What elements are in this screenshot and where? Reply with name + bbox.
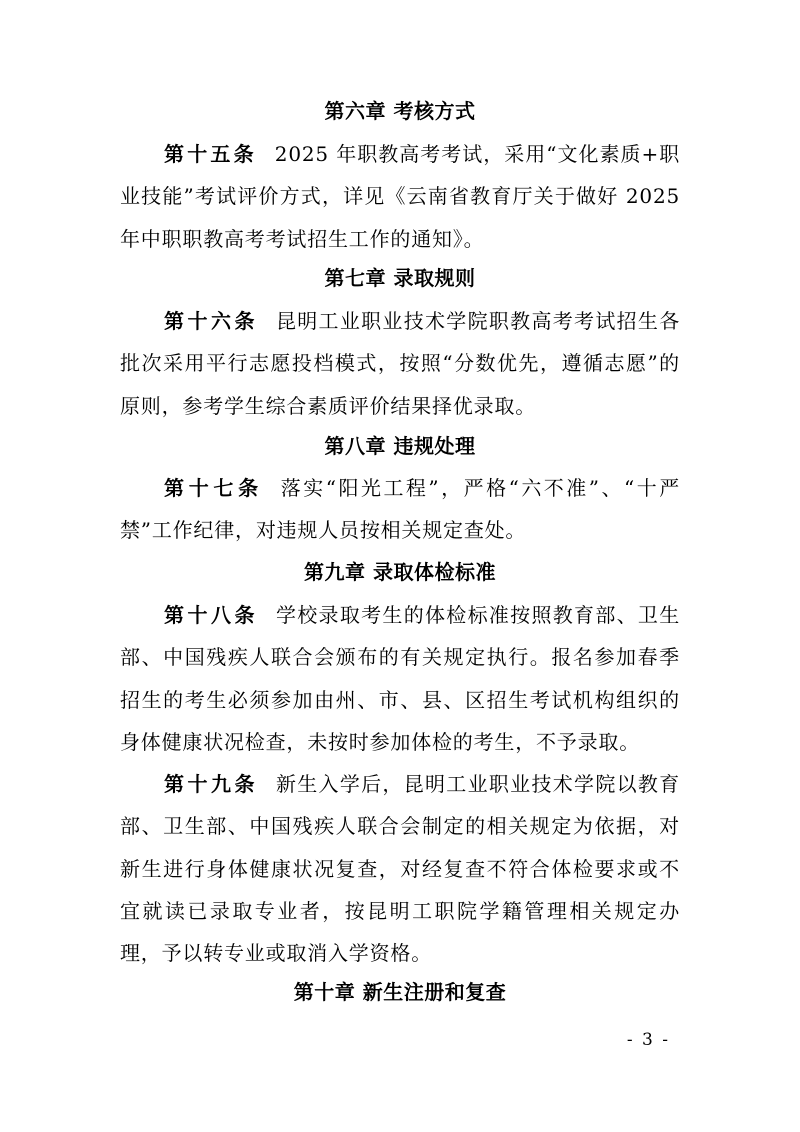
- article-15-label: 第十五条: [164, 142, 257, 166]
- article-18-label: 第十八条: [164, 603, 258, 627]
- article-18: [120, 594, 680, 763]
- article-16: [120, 300, 680, 427]
- article-16-label: 第十六条: [164, 309, 258, 333]
- chapter-8-heading: 第八章 违规处理: [324, 434, 476, 458]
- article-15: [120, 133, 680, 260]
- article-19: [120, 763, 680, 974]
- article-19-label: 第十九条: [164, 772, 258, 796]
- page-number: - 3 -: [626, 1030, 670, 1050]
- article-19-text: 新生入学后，昆明工业职业技术学院以教育部、卫生部、中国残疾人联合会制定的相关规定为依据，对新生进行身体健康状况复查，对经复查不符合体检要求或不宜就读已录取专业者，按昆明工职院学籍管理相关规定办理，予以转专业或取消入学资格。: [120, 772, 681, 966]
- article-17-label: 第十七条: [164, 476, 263, 500]
- article-17-text: 落实“阳光工程”，严格“六不准”、“十严禁”工作纪律，对违规人员按相关规定查处。: [120, 476, 681, 543]
- chapter-6-heading: 第六章 考核方式: [324, 99, 476, 123]
- article-17: [120, 467, 680, 552]
- chapter-10-heading: 第十章 新生注册和复查: [293, 980, 507, 1004]
- chapter-9-heading: 第九章 录取体检标准: [304, 560, 496, 584]
- chapter-7-heading: 第七章 录取规则: [324, 266, 476, 290]
- article-15-text: 2025 年职教高考考试，采用“文化素质+职业技能”考试评价方式，详见《云南省教育厅关于做好 2025 年中职职教高考考试招生工作的通知》。: [120, 142, 680, 251]
- article-18-text: 学校录取考生的体检标准按照教育部、卫生部、中国残疾人联合会颁布的有关规定执行。报名参加春季招生的考生必须参加由州、市、县、区招生考试机构组织的身体健康状况检查，未按时参加体检的考生，不予录取。: [120, 603, 681, 754]
- article-16-text: 昆明工业职业技术学院职教高考考试招生各批次采用平行志愿投档模式，按照“分数优先，遵循志愿”的原则，参考学生综合素质评价结果择优录取。: [120, 309, 681, 418]
